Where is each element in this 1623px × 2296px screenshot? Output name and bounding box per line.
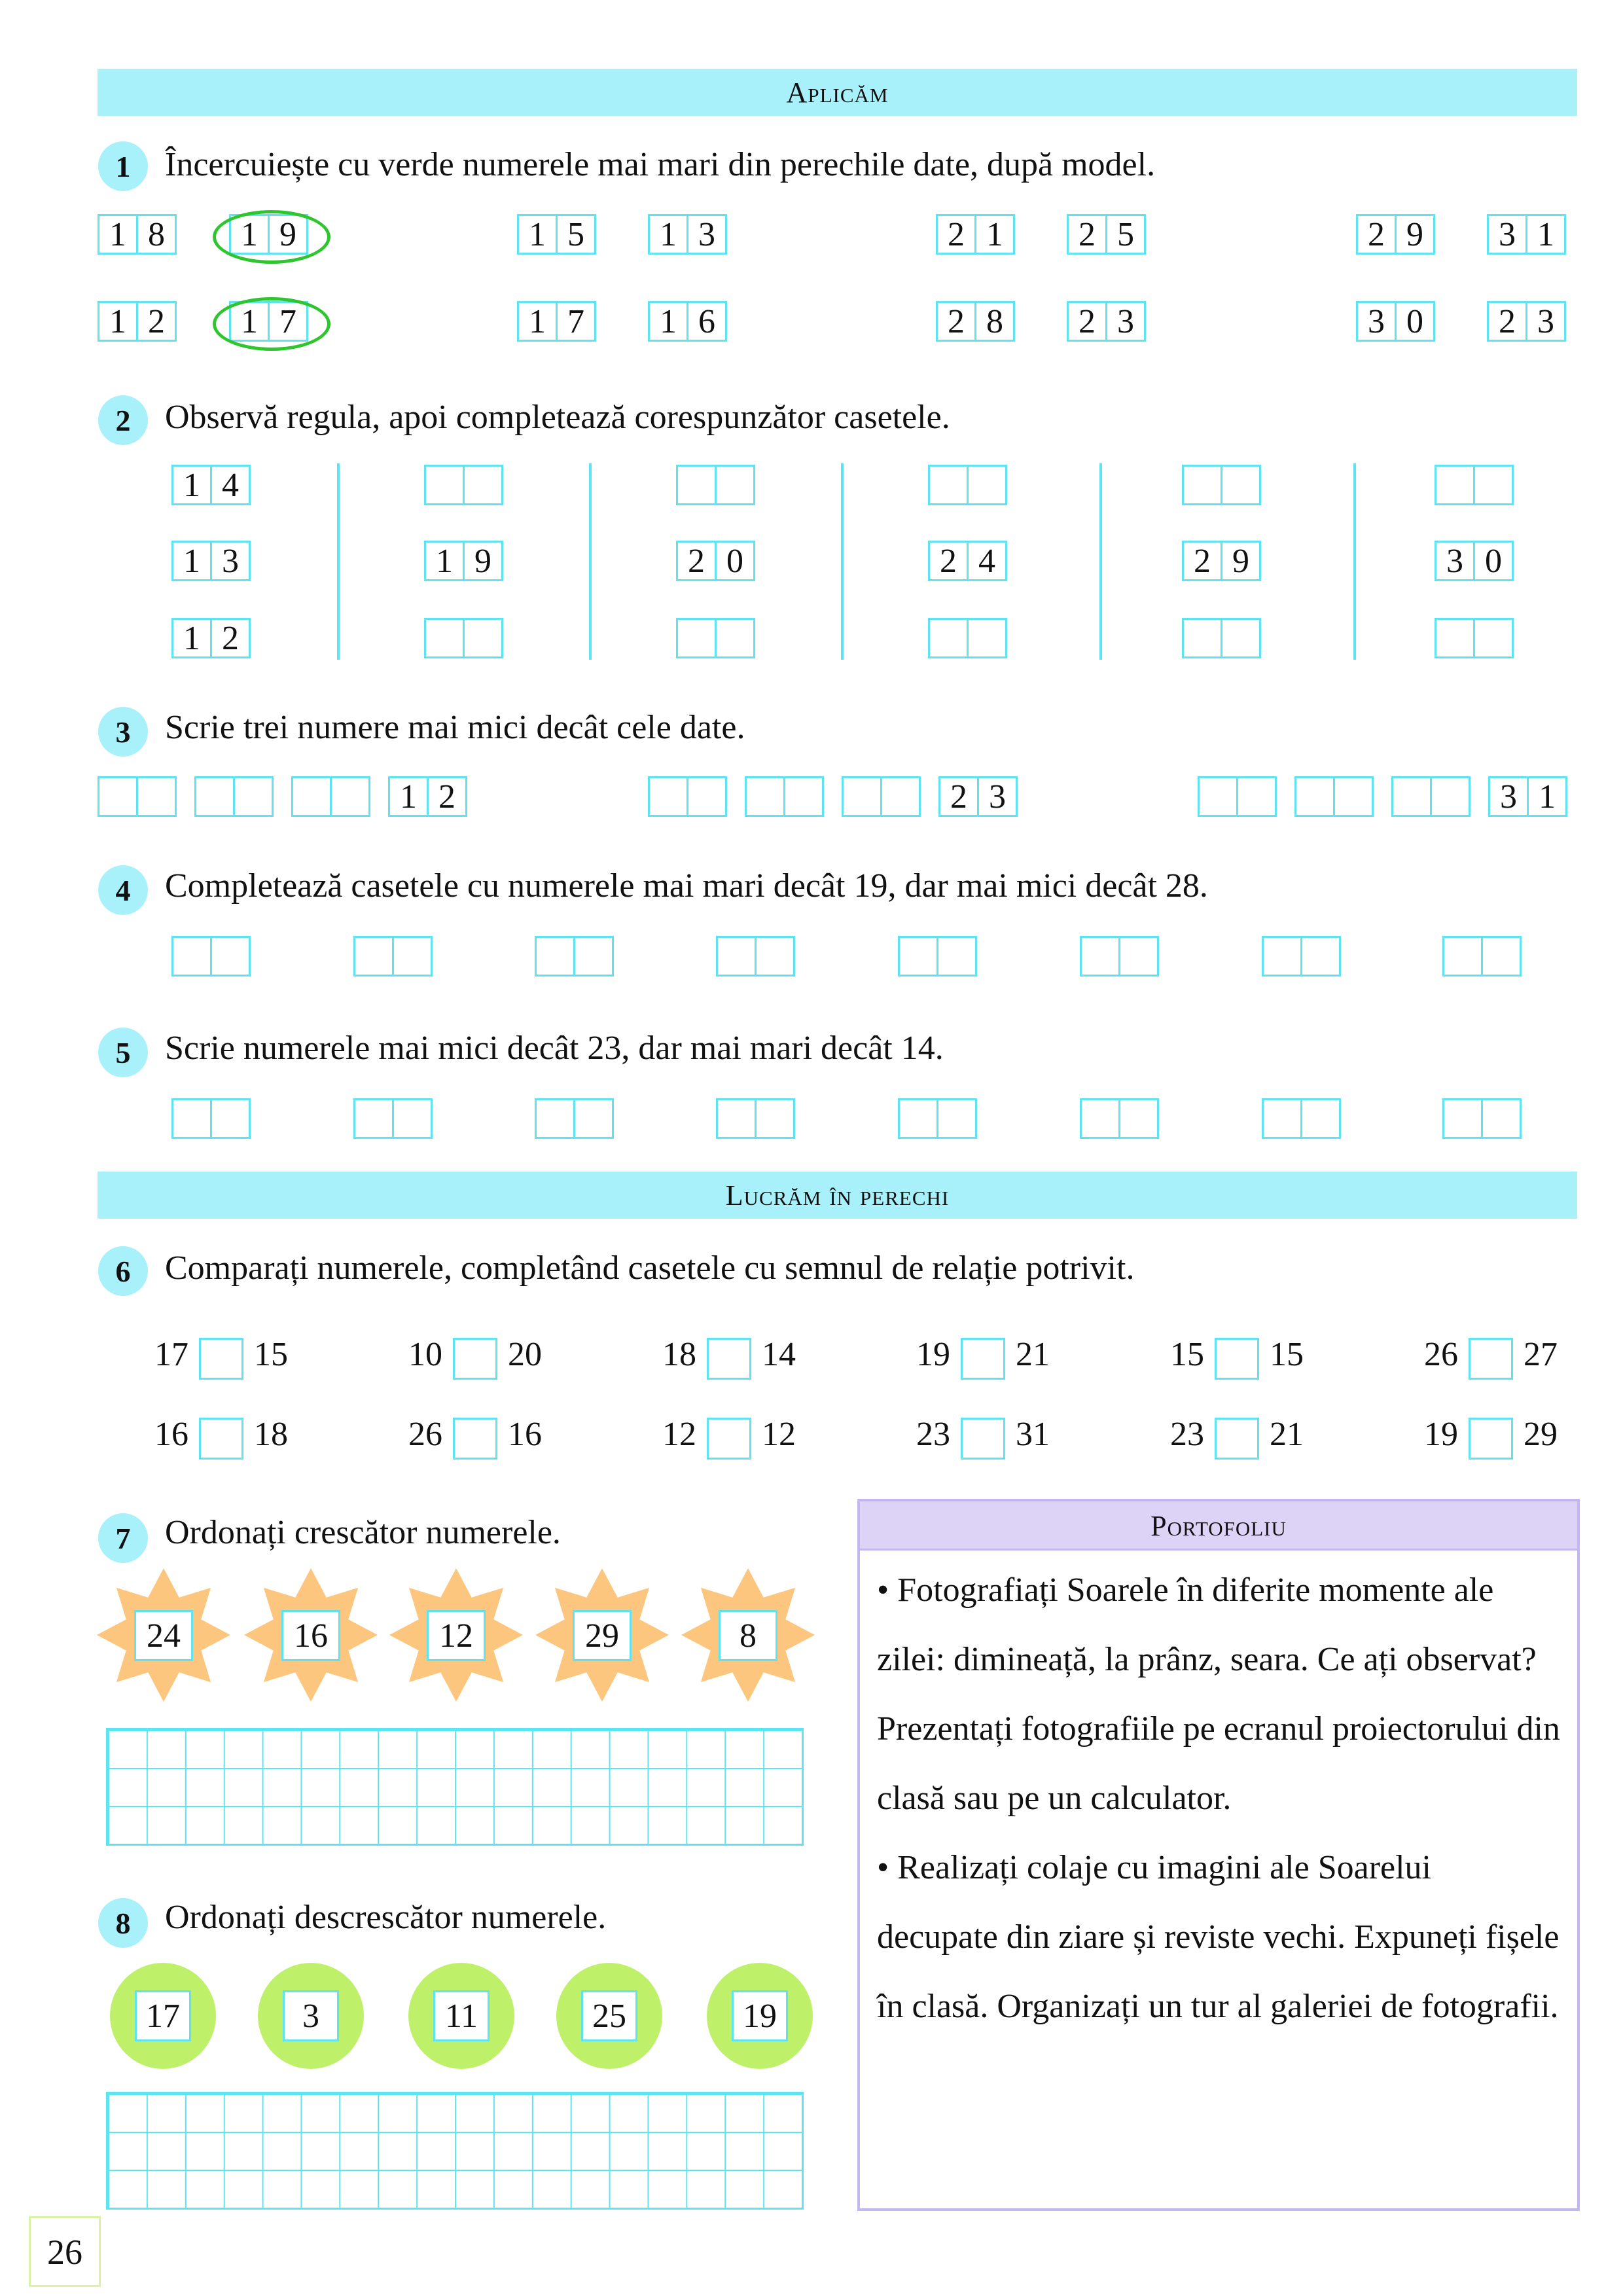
digit-cell[interactable] — [1184, 620, 1221, 656]
digit-cell[interactable]: 3 — [1105, 303, 1144, 340]
relation-sign-box[interactable] — [1469, 1338, 1513, 1380]
digit-cell[interactable]: 4 — [210, 467, 249, 503]
answer-box[interactable] — [1262, 1098, 1341, 1139]
answer-box[interactable] — [1080, 1098, 1159, 1139]
digit-cell[interactable]: 7 — [268, 303, 306, 340]
empty-number-box[interactable] — [842, 776, 921, 817]
answer-box[interactable] — [716, 1098, 795, 1139]
portfolio-box — [857, 1499, 1580, 2211]
digit-cell[interactable]: 6 — [687, 303, 725, 340]
digit-cell[interactable] — [1082, 938, 1118, 975]
digit-cell[interactable]: 4 — [967, 543, 1005, 579]
empty-number-box[interactable] — [291, 776, 370, 817]
digit-cell[interactable] — [900, 1100, 936, 1137]
number-box[interactable] — [171, 618, 251, 658]
compare-left-number: 16 — [154, 1416, 188, 1453]
number-box[interactable] — [1435, 465, 1514, 505]
digit-cell[interactable] — [1184, 467, 1221, 503]
compare-right-number: 20 — [508, 1336, 542, 1373]
digit-cell[interactable]: 5 — [1105, 216, 1144, 253]
relation-sign-box[interactable] — [453, 1418, 497, 1460]
digit-cell[interactable] — [755, 938, 793, 975]
digit-cell[interactable] — [1118, 938, 1157, 975]
digit-cell[interactable] — [99, 778, 136, 815]
number-box[interactable] — [676, 541, 755, 581]
disc-value: 11 — [433, 1990, 490, 2041]
digit-cell[interactable]: 2 — [950, 778, 967, 816]
digit-cell[interactable]: 1 — [400, 778, 417, 816]
answer-box[interactable] — [353, 1098, 433, 1139]
star-number — [387, 1566, 525, 1704]
answer-box[interactable] — [898, 1098, 977, 1139]
number-box[interactable] — [676, 465, 755, 505]
answer-box[interactable] — [1262, 936, 1341, 977]
digit-cell[interactable]: 7 — [556, 303, 594, 340]
empty-number-box[interactable] — [1198, 776, 1277, 817]
digit-cell[interactable]: 1 — [241, 216, 258, 253]
compare-right-number: 21 — [1270, 1416, 1304, 1453]
digit-cell[interactable]: 5 — [556, 216, 594, 253]
number-box[interactable] — [676, 618, 755, 658]
compare-right-number: 14 — [762, 1336, 796, 1373]
disc-number — [556, 1963, 662, 2069]
digit-cell[interactable]: 3 — [1499, 216, 1516, 253]
digit-cell[interactable]: 9 — [1395, 216, 1433, 253]
empty-number-box[interactable] — [1391, 776, 1471, 817]
green-circle-model — [213, 210, 330, 264]
digit-cell[interactable] — [573, 1100, 612, 1137]
empty-number-box[interactable] — [98, 776, 177, 817]
answer-box[interactable] — [535, 936, 614, 977]
star-value: 16 — [281, 1610, 340, 1661]
digit-cell[interactable]: 1 — [183, 543, 200, 580]
digit-cell[interactable]: 8 — [974, 303, 1013, 340]
column-divider — [1099, 463, 1102, 660]
digit-cell[interactable]: 3 — [1525, 303, 1564, 340]
exercise-number-7: 7 — [98, 1513, 148, 1563]
exercise-2-instruction: Observă regula, apoi completează corespunzător casetele. — [165, 399, 950, 436]
empty-number-box[interactable] — [745, 776, 824, 817]
digit-cell[interactable] — [718, 938, 755, 975]
disc-number — [258, 1963, 364, 2069]
exercise-number-2: 2 — [98, 395, 148, 445]
compare-left-number: 10 — [408, 1336, 442, 1373]
answer-box[interactable] — [353, 936, 433, 977]
relation-sign-box[interactable] — [707, 1418, 751, 1460]
digit-cell[interactable] — [1333, 778, 1372, 815]
exercise-number-4: 4 — [98, 865, 148, 915]
digit-cell[interactable]: 2 — [948, 303, 965, 340]
number-box[interactable] — [171, 541, 251, 581]
compare-left-number: 26 — [1424, 1336, 1458, 1373]
digit-cell[interactable] — [330, 778, 368, 815]
number-box[interactable] — [928, 618, 1007, 658]
digit-cell[interactable] — [573, 938, 612, 975]
digit-cell[interactable]: 9 — [1221, 543, 1259, 579]
disc-number — [707, 1963, 813, 2069]
number-pair-box[interactable] — [1067, 214, 1146, 255]
exercise-7-instruction: Ordonați crescător numerele. — [165, 1514, 561, 1551]
digit-cell[interactable] — [1296, 778, 1333, 815]
answer-box[interactable] — [171, 1098, 251, 1139]
number-pair-box[interactable] — [936, 214, 1015, 255]
digit-cell[interactable]: 3 — [687, 216, 725, 253]
compare-right-number: 16 — [508, 1416, 542, 1453]
digit-cell[interactable] — [678, 467, 715, 503]
number-box[interactable] — [1182, 541, 1261, 581]
number-pair-box[interactable] — [98, 301, 177, 342]
digit-cell[interactable]: 2 — [1194, 543, 1211, 580]
compare-left-number: 19 — [916, 1336, 950, 1373]
disc-number — [110, 1963, 216, 2069]
digit-cell[interactable] — [392, 1100, 431, 1137]
exercise-6-instruction: Comparați numerele, completând casetele cu semnul de relație potrivit. — [165, 1249, 1135, 1287]
number-pair-box[interactable] — [936, 301, 1015, 342]
digit-cell[interactable]: 1 — [183, 467, 200, 504]
digit-cell[interactable]: 1 — [660, 216, 677, 253]
digit-cell[interactable] — [355, 1100, 392, 1137]
digit-cell[interactable]: 1 — [109, 216, 126, 253]
star-value: 24 — [134, 1610, 193, 1661]
digit-cell[interactable] — [426, 620, 463, 656]
star-number — [95, 1566, 232, 1704]
compare-right-number: 15 — [254, 1336, 288, 1373]
number-box[interactable] — [928, 541, 1007, 581]
digit-cell[interactable] — [967, 620, 1005, 656]
digit-cell[interactable] — [930, 620, 967, 656]
compare-left-number: 19 — [1424, 1416, 1458, 1453]
digit-cell[interactable] — [537, 1100, 573, 1137]
answer-box[interactable] — [716, 936, 795, 977]
given-number-box[interactable] — [938, 776, 1018, 817]
empty-number-box[interactable] — [1294, 776, 1374, 817]
section-header-aplicam: Aplicăm — [98, 69, 1577, 116]
number-pair-box[interactable] — [1356, 301, 1435, 342]
digit-cell[interactable] — [1436, 467, 1473, 503]
digit-cell[interactable]: 2 — [688, 543, 705, 580]
column-divider — [841, 463, 844, 660]
digit-cell[interactable] — [463, 620, 501, 656]
answer-box[interactable] — [535, 1098, 614, 1139]
relation-sign-box[interactable] — [453, 1338, 497, 1380]
portfolio-paragraph-2: Prezentați fotografiile pe ecranul proiectorului din clasă sau pe un calculator. — [877, 1710, 1560, 1817]
portfolio-header: Portofoliu — [860, 1501, 1577, 1551]
digit-cell[interactable] — [936, 1100, 975, 1137]
compare-left-number: 26 — [408, 1416, 442, 1453]
green-circle-model — [213, 297, 330, 351]
empty-number-box[interactable] — [648, 776, 727, 817]
number-box[interactable] — [424, 618, 503, 658]
digit-cell[interactable] — [537, 938, 573, 975]
digit-cell[interactable] — [196, 778, 233, 815]
digit-cell[interactable]: 1 — [1527, 778, 1565, 815]
compare-right-number: 15 — [1270, 1336, 1304, 1373]
digit-cell[interactable] — [1264, 938, 1300, 975]
number-box[interactable] — [1182, 618, 1261, 658]
compare-left-number: 15 — [1170, 1336, 1204, 1373]
number-box[interactable] — [424, 541, 503, 581]
digit-cell[interactable] — [1221, 620, 1259, 656]
answer-box[interactable] — [1080, 936, 1159, 977]
star-value: 29 — [573, 1610, 632, 1661]
digit-cell[interactable]: 1 — [109, 303, 126, 340]
compare-right-number: 21 — [1016, 1336, 1050, 1373]
digit-cell[interactable] — [880, 778, 919, 815]
exercise-1-instruction: Încercuiește cu verde numerele mai mari din perechile date, după model. — [165, 146, 1156, 183]
number-box[interactable] — [1435, 541, 1514, 581]
compare-left-number: 17 — [154, 1336, 188, 1373]
digit-cell[interactable]: 1 — [1525, 216, 1564, 253]
digit-cell[interactable] — [293, 778, 330, 815]
digit-cell[interactable] — [1200, 778, 1236, 815]
exercise-5-instruction: Scrie numerele mai mici decât 23, dar mai mari decât 14. — [165, 1030, 944, 1067]
number-box[interactable] — [1182, 465, 1261, 505]
number-pair-box[interactable] — [517, 301, 596, 342]
relation-sign-box[interactable] — [1469, 1418, 1513, 1460]
digit-cell[interactable] — [1236, 778, 1275, 815]
digit-cell[interactable]: 1 — [529, 303, 546, 340]
digit-cell[interactable] — [1436, 620, 1473, 656]
digit-cell[interactable] — [1473, 620, 1512, 656]
digit-cell[interactable] — [715, 467, 753, 503]
number-pair-box[interactable] — [1487, 301, 1566, 342]
answer-box[interactable] — [1442, 1098, 1522, 1139]
relation-sign-box[interactable] — [199, 1338, 243, 1380]
star-value: 8 — [719, 1610, 777, 1661]
number-box[interactable] — [1435, 618, 1514, 658]
digit-cell[interactable] — [1300, 938, 1339, 975]
digit-cell[interactable] — [678, 620, 715, 656]
digit-cell[interactable]: 3 — [977, 778, 1016, 815]
digit-cell[interactable] — [173, 938, 210, 975]
number-box[interactable] — [171, 465, 251, 505]
digit-cell[interactable]: 1 — [660, 303, 677, 340]
exercise-number-3: 3 — [98, 707, 148, 757]
relation-sign-box[interactable] — [961, 1418, 1005, 1460]
disc-value: 3 — [283, 1990, 339, 2041]
compare-right-number: 12 — [762, 1416, 796, 1453]
page-number: 26 — [29, 2216, 101, 2287]
digit-cell[interactable]: 1 — [183, 620, 200, 657]
digit-cell[interactable] — [687, 778, 725, 815]
exercise-number-5: 5 — [98, 1028, 148, 1077]
compare-right-number: 18 — [254, 1416, 288, 1453]
number-box[interactable] — [928, 465, 1007, 505]
empty-number-box[interactable] — [194, 776, 274, 817]
digit-cell[interactable] — [755, 1100, 793, 1137]
column-divider — [1353, 463, 1356, 660]
number-pair-box[interactable] — [1487, 214, 1566, 255]
digit-cell[interactable] — [1481, 1100, 1520, 1137]
disc-value: 25 — [581, 1990, 637, 2041]
digit-cell[interactable]: 2 — [210, 620, 249, 656]
digit-cell[interactable] — [1082, 1100, 1118, 1137]
digit-cell[interactable] — [463, 467, 501, 503]
digit-cell[interactable]: 3 — [1368, 303, 1385, 340]
digit-cell[interactable]: 2 — [1368, 216, 1385, 253]
digit-cell[interactable] — [1264, 1100, 1300, 1137]
digit-cell[interactable]: 1 — [974, 216, 1013, 253]
compare-left-number: 23 — [916, 1416, 950, 1453]
digit-cell[interactable] — [392, 938, 431, 975]
star-number — [242, 1566, 380, 1704]
number-pair-box[interactable] — [98, 214, 177, 255]
disc-value: 19 — [732, 1990, 788, 2041]
relation-sign-box[interactable] — [199, 1418, 243, 1460]
digit-cell[interactable]: 1 — [529, 216, 546, 253]
digit-cell[interactable] — [930, 467, 967, 503]
digit-cell[interactable] — [650, 778, 687, 815]
given-number-box[interactable] — [1488, 776, 1567, 817]
digit-cell[interactable]: 0 — [715, 543, 753, 579]
digit-cell[interactable]: 2 — [1079, 216, 1096, 253]
exercise-4-instruction: Completează casetele cu numerele mai mari decât 19, dar mai mici decât 28. — [165, 867, 1208, 905]
portfolio-paragraph-3: • Realizați colaje cu imagini ale Soarelui decupate din ziare și reviste vechi. Expuneți fișele în clasă. Organizați un tur al galeriei de fotografii. — [877, 1849, 1560, 2025]
number-pair-box[interactable] — [1067, 301, 1146, 342]
disc-number — [408, 1963, 514, 2069]
column-divider — [337, 463, 340, 660]
digit-cell[interactable]: 3 — [1446, 543, 1463, 580]
compare-left-number: 23 — [1170, 1416, 1204, 1453]
digit-cell[interactable]: 2 — [1079, 303, 1096, 340]
digit-cell[interactable] — [1118, 1100, 1157, 1137]
section-header-lucram-in-perechi: Lucrăm în perechi — [98, 1172, 1577, 1219]
digit-cell[interactable] — [233, 778, 272, 815]
digit-cell[interactable] — [136, 778, 175, 815]
column-divider — [589, 463, 592, 660]
compare-right-number: 27 — [1524, 1336, 1558, 1373]
digit-cell[interactable] — [210, 938, 249, 975]
digit-cell[interactable] — [1481, 938, 1520, 975]
answer-grid-descending[interactable] — [106, 2092, 804, 2210]
star-number — [679, 1566, 817, 1704]
digit-cell[interactable] — [900, 938, 936, 975]
compare-right-number: 29 — [1524, 1416, 1558, 1453]
digit-cell[interactable] — [844, 778, 880, 815]
exercise-number-8: 8 — [98, 1898, 148, 1948]
digit-cell[interactable] — [718, 1100, 755, 1137]
digit-cell[interactable]: 2 — [136, 303, 175, 340]
answer-box[interactable] — [898, 936, 977, 977]
answer-box[interactable] — [171, 936, 251, 977]
digit-cell[interactable] — [210, 1100, 249, 1137]
digit-cell[interactable] — [426, 467, 463, 503]
exercise-3-instruction: Scrie trei numere mai mici decât cele date. — [165, 709, 745, 746]
digit-cell[interactable]: 1 — [241, 303, 258, 340]
answer-box[interactable] — [1442, 936, 1522, 977]
relation-sign-box[interactable] — [707, 1338, 751, 1380]
digit-cell[interactable]: 2 — [940, 543, 957, 580]
digit-cell[interactable] — [967, 467, 1005, 503]
digit-cell[interactable] — [1221, 467, 1259, 503]
digit-cell[interactable]: 2 — [1499, 303, 1516, 340]
digit-cell[interactable]: 2 — [948, 216, 965, 253]
answer-grid-ascending[interactable] — [106, 1728, 804, 1846]
number-pair-box[interactable] — [517, 214, 596, 255]
digit-cell[interactable] — [715, 620, 753, 656]
exercise-number-6: 6 — [98, 1246, 148, 1296]
digit-cell[interactable]: 0 — [1395, 303, 1433, 340]
digit-cell[interactable] — [936, 938, 975, 975]
digit-cell[interactable] — [1430, 778, 1469, 815]
number-pair-box[interactable] — [648, 214, 727, 255]
digit-cell[interactable] — [355, 938, 392, 975]
compare-left-number: 12 — [662, 1416, 696, 1453]
digit-cell[interactable]: 9 — [463, 543, 501, 579]
digit-cell[interactable]: 8 — [136, 216, 175, 253]
digit-cell[interactable]: 3 — [1500, 778, 1517, 816]
digit-cell[interactable] — [1393, 778, 1430, 815]
given-number-box[interactable] — [388, 776, 467, 817]
relation-sign-box[interactable] — [1215, 1418, 1259, 1460]
compare-right-number: 31 — [1016, 1416, 1050, 1453]
relation-sign-box[interactable] — [961, 1338, 1005, 1380]
exercise-number-1: 1 — [98, 141, 148, 191]
star-value: 12 — [427, 1610, 486, 1661]
compare-left-number: 18 — [662, 1336, 696, 1373]
star-number — [533, 1566, 671, 1704]
portfolio-paragraph-1: • Fotografiați Soarele în diferite momente ale zilei: dimineață, la prânz, seara. Ce ați observat? — [877, 1571, 1537, 1678]
digit-cell[interactable] — [1473, 467, 1512, 503]
digit-cell[interactable]: 0 — [1473, 543, 1512, 579]
digit-cell[interactable] — [1444, 938, 1481, 975]
digit-cell[interactable] — [783, 778, 822, 815]
number-pair-box[interactable] — [648, 301, 727, 342]
digit-cell[interactable] — [747, 778, 783, 815]
number-box[interactable] — [424, 465, 503, 505]
exercise-8-instruction: Ordonați descrescător numerele. — [165, 1899, 607, 1936]
digit-cell[interactable]: 1 — [436, 543, 453, 580]
digit-cell[interactable]: 9 — [268, 216, 306, 253]
digit-cell[interactable]: 2 — [427, 778, 465, 815]
number-pair-box[interactable] — [1356, 214, 1435, 255]
relation-sign-box[interactable] — [1215, 1338, 1259, 1380]
digit-cell[interactable] — [1300, 1100, 1339, 1137]
digit-cell[interactable] — [1444, 1100, 1481, 1137]
digit-cell[interactable]: 3 — [210, 543, 249, 579]
digit-cell[interactable] — [173, 1100, 210, 1137]
disc-value: 17 — [135, 1990, 191, 2041]
